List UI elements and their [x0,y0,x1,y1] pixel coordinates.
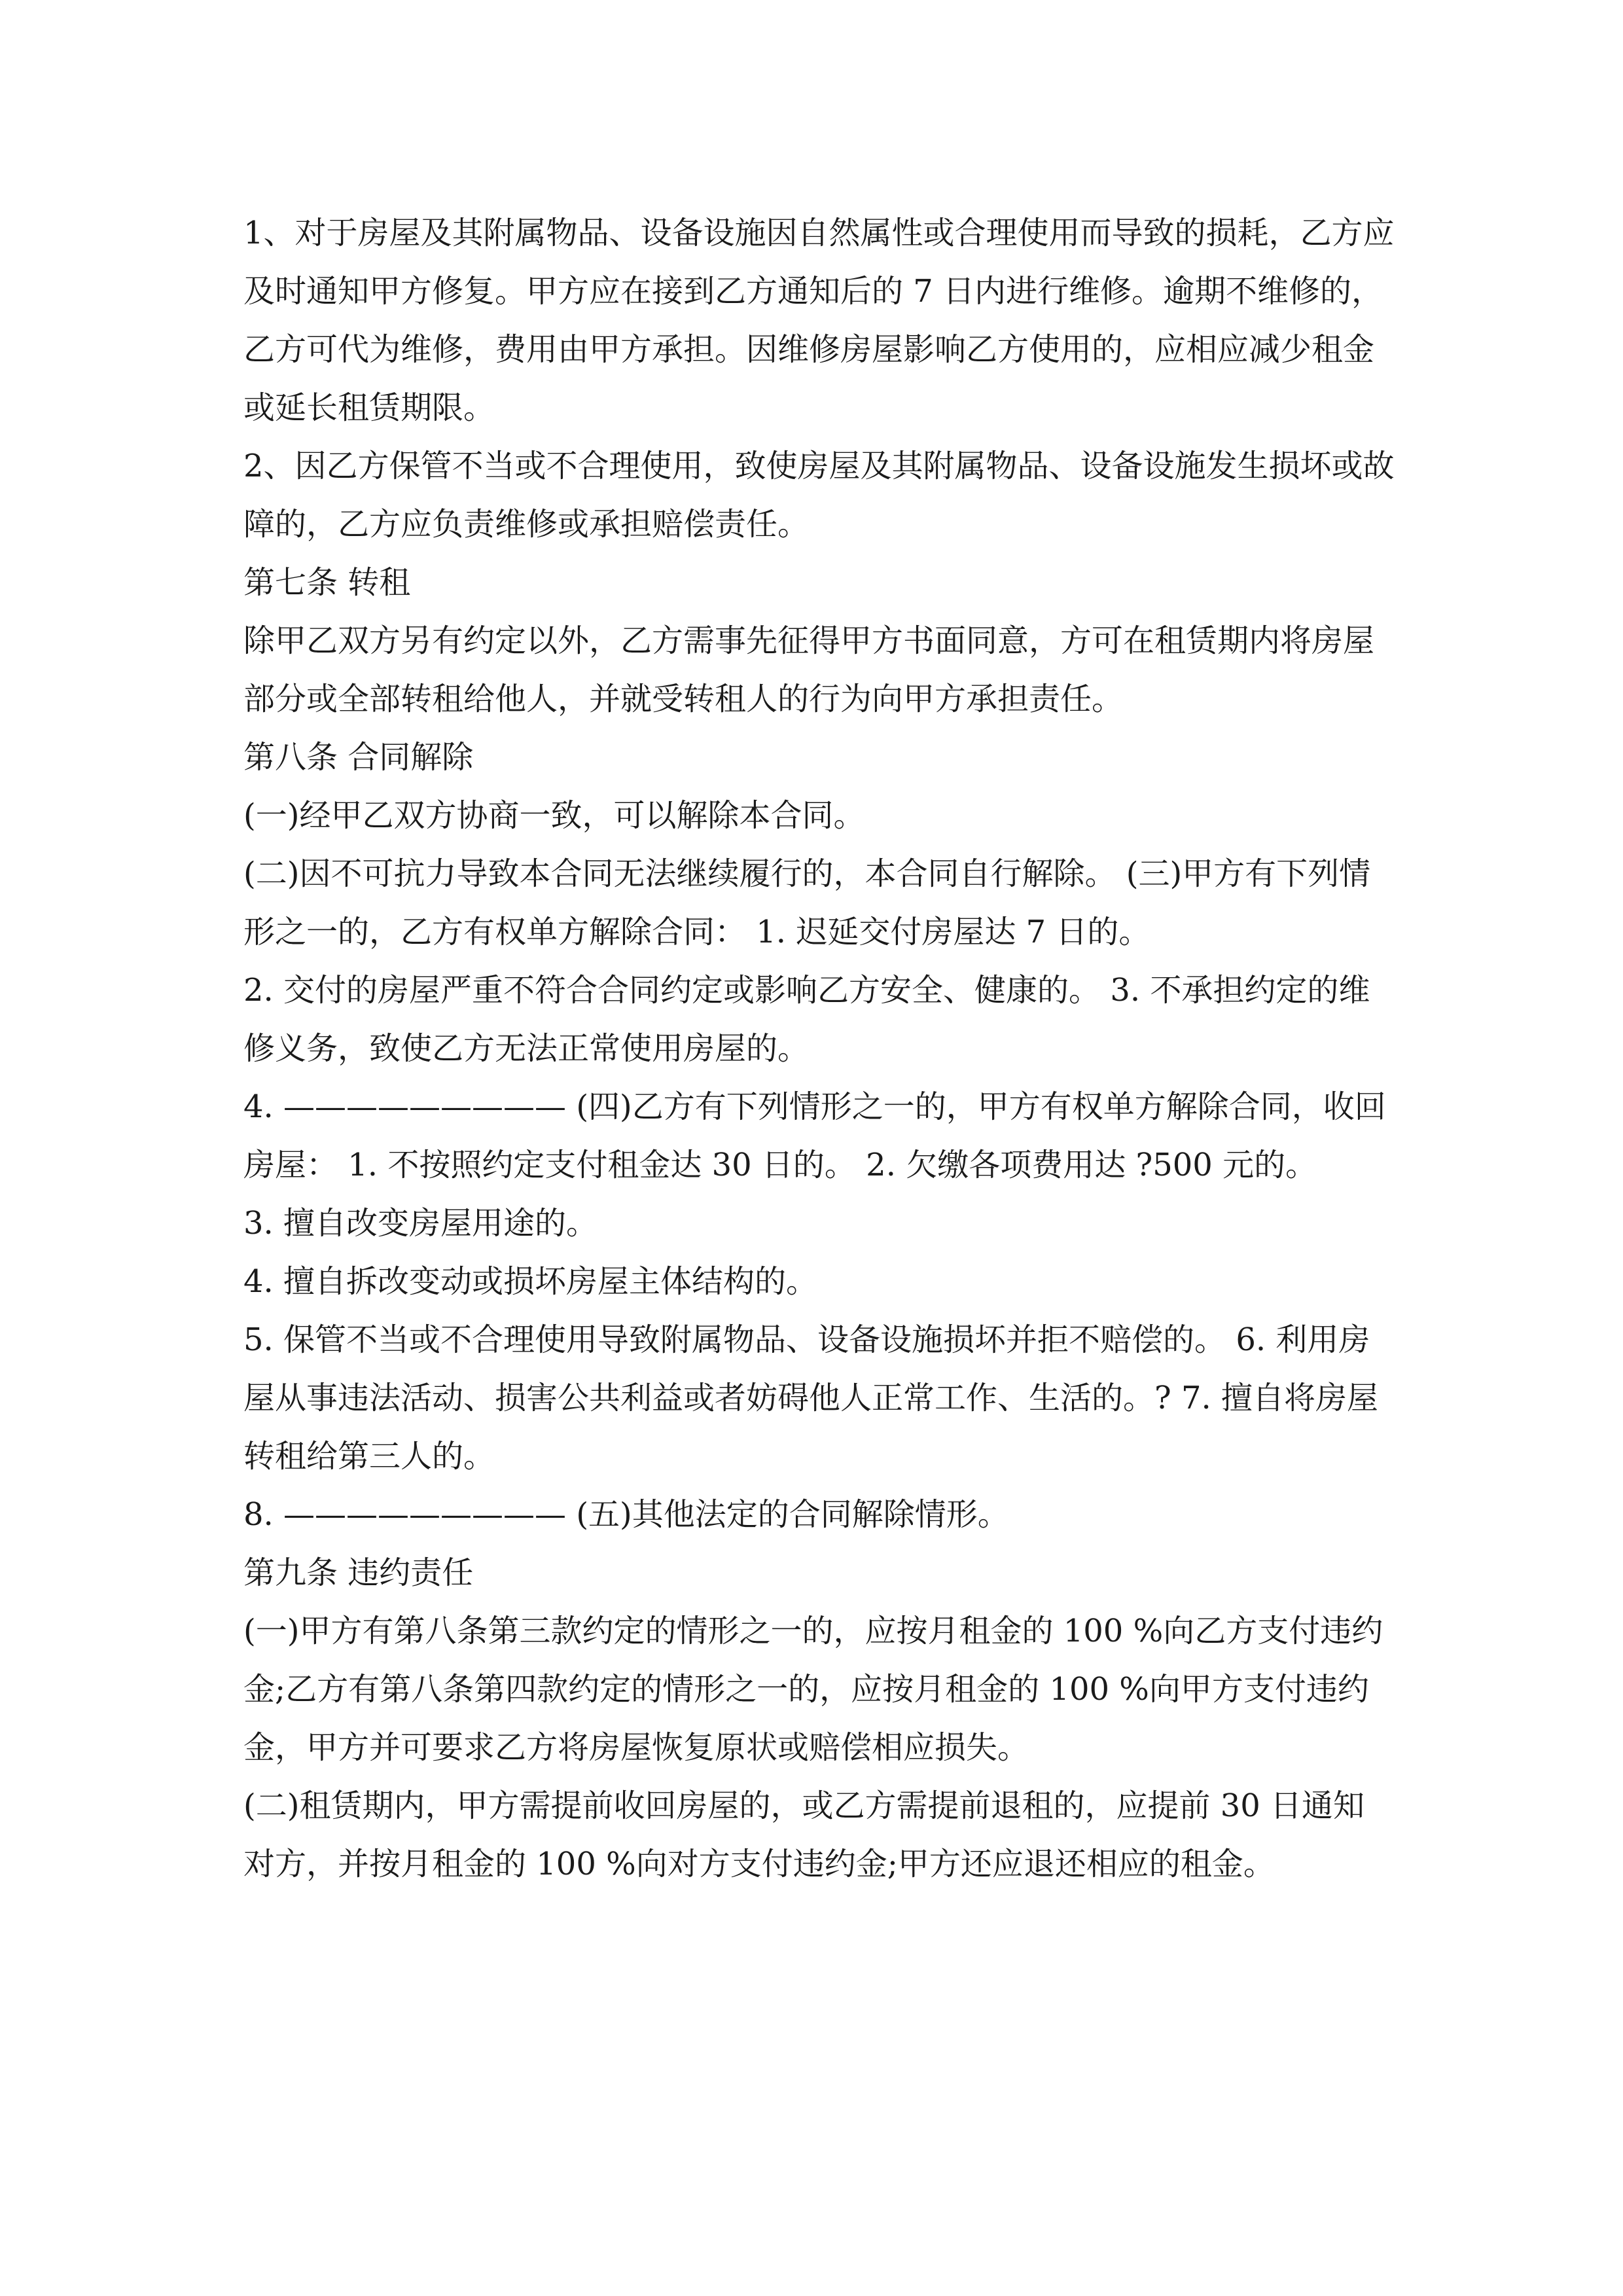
paragraph-termination-4: 4. ————————— (四)乙方有下列情形之一的，甲方有权单方解除合同，收回房屋： 1. 不按照约定支付租金达 30 日的。 2. 欠缴各项费用达 ?500 元的。 [243,1088,1386,1183]
paragraph-termination-1: (一)经甲乙双方协商一致，可以解除本合同。 [243,797,865,834]
paragraph-maintenance-clause-1: 1、对于房屋及其附属物品、设备设施因自然属性或合理使用而导致的损耗，乙方应及时通知甲方修复。甲方应在接到乙方通知后的 7 日内进行维修。逾期不维修的，乙方可代为维修，费用由甲方承担。因维修房屋影响乙方使用的，应相应减少租金或延长租赁期限。 [243,215,1395,426]
heading-article-7: 第七条 转租 [243,564,411,601]
paragraph-liability-2: (二)租赁期内，甲方需提前收回房屋的，或乙方需提前退租的，应提前 30 日通知对方，并按月租金的 100 %向对方支付违约金;甲方还应退还相应的租金。 [243,1787,1365,1882]
paragraph-termination-7: 5. 保管不当或不合理使用导致附属物品、设备设施损坏并拒不赔偿的。 6. 利用房屋从事违法活动、损害公共利益或者妨碍他人正常工作、生活的。? 7. 擅自将房屋转租给第三人的。 [243,1321,1379,1475]
paragraph-termination-6: 4. 擅自拆改变动或损坏房屋主体结构的。 [243,1263,818,1300]
paragraph-termination-8: 8. ————————— (五)其他法定的合同解除情形。 [243,1496,1009,1533]
heading-article-8: 第八条 合同解除 [243,739,474,776]
paragraph-termination-5: 3. 擅自改变房屋用途的。 [243,1205,598,1242]
paragraph-maintenance-clause-2: 2、因乙方保管不当或不合理使用，致使房屋及其附属物品、设备设施发生损坏或故障的，乙方应负责维修或承担赔偿责任。 [243,448,1395,543]
paragraph-termination-2: (二)因不可抗力导致本合同无法继续履行的，本合同自行解除。 (三)甲方有下列情形之一的，乙方有权单方解除合同： 1. 迟延交付房屋达 7 日的。 [243,855,1371,950]
paragraph-termination-3: 2. 交付的房屋严重不符合合同约定或影响乙方安全、健康的。 3. 不承担约定的维修义务，致使乙方无法正常使用房屋的。 [243,972,1370,1067]
heading-article-9: 第九条 违约责任 [243,1554,474,1591]
paragraph-sublease: 除甲乙双方另有约定以外，乙方需事先征得甲方书面同意，方可在租赁期内将房屋部分或全部转租给他人，并就受转租人的行为向甲方承担责任。 [243,622,1375,717]
paragraph-liability-1: (一)甲方有第八条第三款约定的情形之一的，应按月租金的 100 %向乙方支付违约金;乙方有第八条第四款约定的情形之一的，应按月租金的 100 %向甲方支付违约金，甲方并可要求乙方将房屋恢复原状或赔偿相应损失。 [243,1613,1383,1766]
document-body [243,204,1395,1893]
